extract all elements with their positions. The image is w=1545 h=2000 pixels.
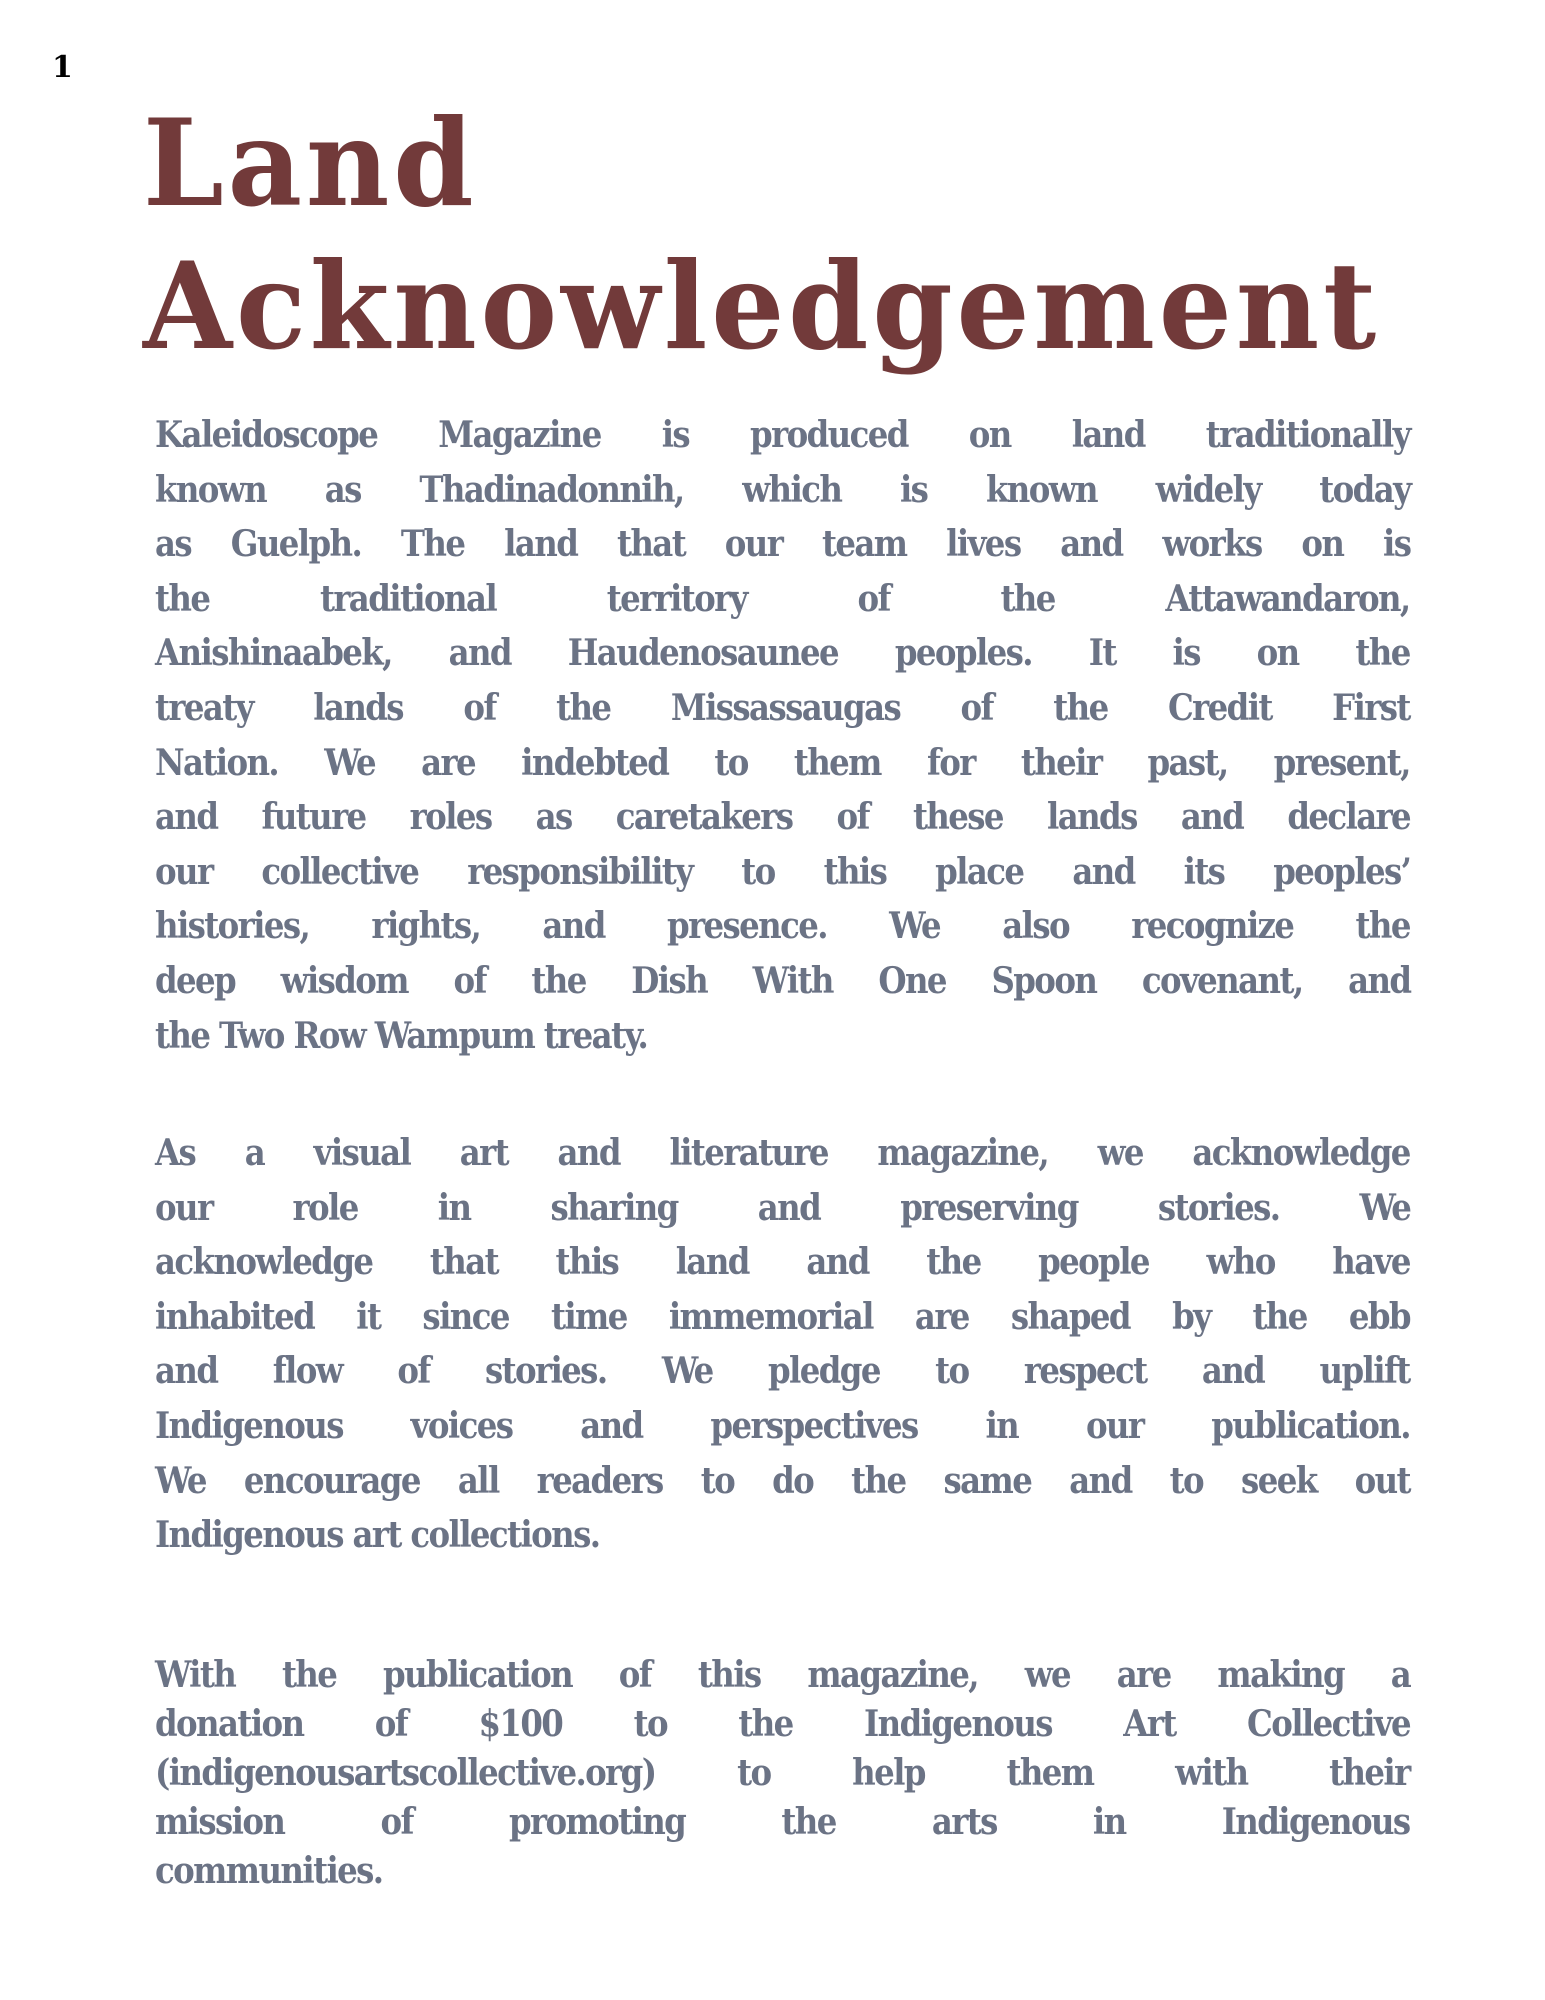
text-line: Kaleidoscope Magazine is produced on land traditionally — [155, 414, 1410, 456]
text-line: We encourage all readers to do the same and to seek out — [155, 1459, 1410, 1502]
text-line: Indigenous voices and perspectives in our publication. — [155, 1404, 1410, 1447]
text-line: and future roles as caretakers of these lands and declare — [155, 796, 1411, 839]
text-line: our role in sharing and preserving stories. We — [155, 1186, 1411, 1229]
page-number: 1 — [52, 50, 73, 85]
text-line: As a visual art and literature magazine, we acknowledge — [155, 1132, 1410, 1174]
text-line: as Guelph. The land that our team lives and works on is — [155, 523, 1411, 566]
text-line: acknowledge that this land and the people who have — [155, 1241, 1410, 1284]
text-line: (indigenousartscollective.org) to help them with their — [155, 1752, 1410, 1794]
paragraph-land-acknowledgement — [155, 408, 1410, 1063]
text-line: mission of promoting the arts in Indigenous — [155, 1801, 1410, 1843]
text-line: histories, rights, and presence. We also recognize the — [155, 905, 1410, 948]
text-line: treaty lands of the Missassaugas of the Credit First — [155, 686, 1410, 729]
text-line: the traditional territory of the Attawandaron, — [155, 577, 1410, 620]
paragraph-stories — [155, 1126, 1410, 1563]
page-title-line-2: Acknowledgement — [143, 236, 1380, 377]
text-line: Anishinaabek, and Haudenosaunee peoples. It is on the — [155, 632, 1410, 675]
text-line: communities. — [155, 1850, 383, 1892]
text-line: the Two Row Wampum treaty. — [155, 1014, 648, 1057]
page-title-line-1: Land — [143, 93, 478, 234]
text-line: With the publication of this magazine, we are making a — [155, 1654, 1411, 1696]
paragraph-donation — [155, 1651, 1410, 1896]
text-line: our collective responsibility to this place and its peoples’ — [155, 850, 1411, 893]
text-line: donation of $100 to the Indigenous Art Collective — [155, 1703, 1411, 1745]
text-line: known as Thadinadonnih, which is known widely today — [155, 468, 1411, 511]
text-line: Indigenous art collections. — [155, 1514, 600, 1557]
page-title — [143, 92, 1435, 378]
text-line: and flow of stories. We pledge to respect and uplift — [155, 1350, 1410, 1393]
text-line: inhabited it since time immemorial are shaped by the ebb — [155, 1295, 1410, 1338]
text-line: deep wisdom of the Dish With One Spoon covenant, and — [155, 959, 1411, 1002]
text-line: Nation. We are indebted to them for their past, present, — [155, 741, 1410, 784]
